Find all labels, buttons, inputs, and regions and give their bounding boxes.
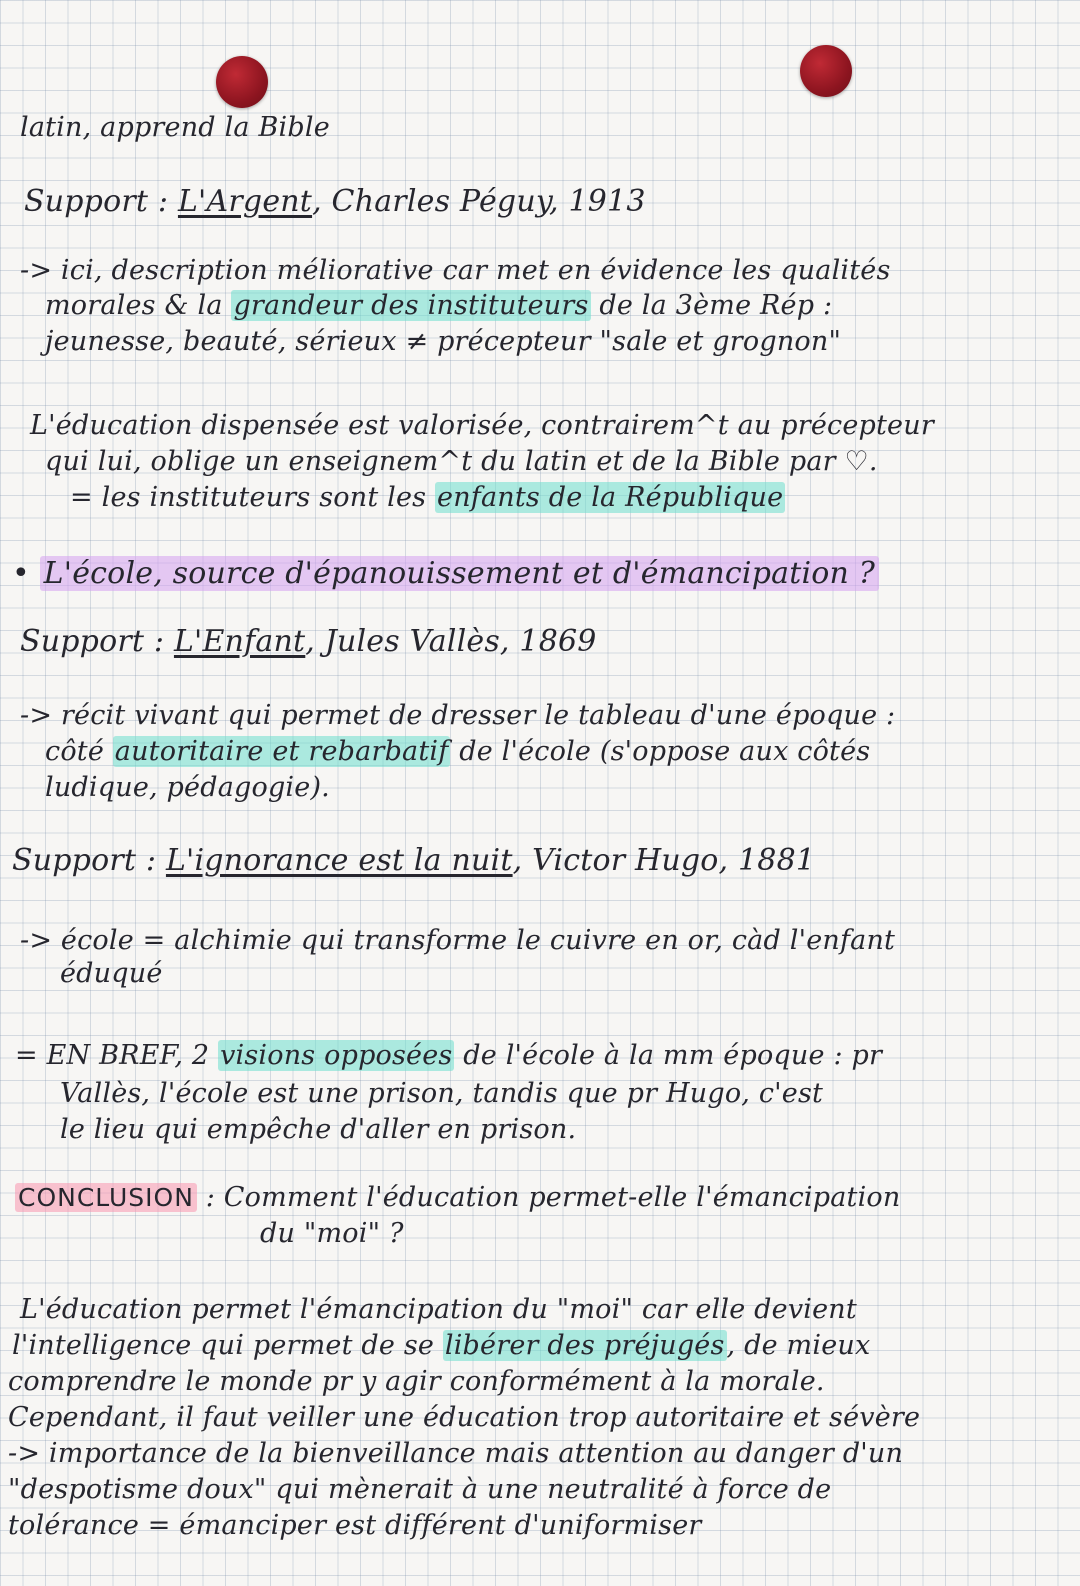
text-line: -> importance de la bienveillance mais attention au danger d'un: [8, 1438, 904, 1469]
text-line: [12, 1330, 870, 1362]
text-fragment: l'intelligence qui permet de se: [12, 1330, 443, 1361]
text-line: le lieu qui empêche d'aller en prison.: [60, 1114, 577, 1145]
highlight-teal: grandeur des instituteurs: [233, 290, 589, 321]
text-fragment: de la 3ème Rép :: [590, 290, 833, 321]
highlight-purple: L'école, source d'épanouissement et d'émancipation ?: [40, 556, 879, 591]
work-title: L'Argent: [177, 184, 313, 219]
section-heading: [12, 558, 879, 590]
text-fragment: = EN BREF, 2: [15, 1040, 219, 1071]
text-line: [45, 290, 832, 322]
conclusion-line: [15, 1182, 900, 1214]
work-author: , Charles Péguy, 1913: [312, 184, 646, 219]
highlight-pink: CONCLUSION: [15, 1183, 197, 1212]
text-line: ludique, pédagogie).: [45, 772, 330, 803]
text-line: L'éducation dispensée est valorisée, contrairem^t au précepteur: [30, 410, 934, 441]
text-line: latin, apprend la Bible: [20, 112, 330, 143]
text-line: [15, 1040, 882, 1072]
text-fragment: : Comment l'éducation permet-elle l'émancipation: [196, 1182, 901, 1213]
text-line: -> ici, description méliorative car met en évidence les qualités: [20, 255, 891, 286]
text-line: tolérance = émanciper est différent d'uniformiser: [8, 1510, 702, 1541]
text-line: du "moi" ?: [260, 1218, 404, 1249]
binder-hole-left: [216, 56, 268, 108]
highlight-teal: visions opposées: [220, 1040, 453, 1071]
text-fragment: = les instituteurs sont les: [70, 482, 436, 513]
text-line: -> école = alchimie qui transforme le cuivre en or, càd l'enfant: [20, 925, 896, 956]
text-fragment: de l'école à la mm époque : pr: [454, 1040, 883, 1071]
text-line: [45, 736, 870, 768]
text-line: -> récit vivant qui permet de dresser le tableau d'une époque :: [20, 700, 896, 731]
text-line: Cependant, il faut veiller une éducation trop autoritaire et sévère: [8, 1402, 921, 1433]
work-title: L'Enfant: [173, 624, 306, 659]
text-line: [70, 482, 785, 514]
support-line-argent: [24, 186, 646, 218]
support-line-hugo: [12, 845, 815, 877]
highlight-teal: enfants de la République: [437, 482, 784, 513]
text-line: "despotisme doux" qui mènerait à une neutralité à force de: [8, 1474, 832, 1505]
support-line-enfant: [20, 626, 597, 658]
text-line: jeunesse, beauté, sérieux ≠ précepteur "sale et grognon": [45, 326, 842, 357]
text-line: comprendre le monde pr y agir conformément à la morale.: [8, 1366, 825, 1397]
support-label: Support :: [12, 843, 157, 878]
text-fragment: de l'école (s'oppose aux côtés: [450, 736, 871, 767]
highlight-teal: libérer des préjugés: [444, 1330, 725, 1361]
bullet-dot: •: [12, 556, 30, 591]
work-author: , Jules Vallès, 1869: [305, 624, 597, 659]
support-label: Support :: [24, 184, 169, 219]
text-line: Vallès, l'école est une prison, tandis que pr Hugo, c'est: [60, 1078, 824, 1109]
text-fragment: côté: [45, 736, 113, 767]
work-title: L'ignorance est la nuit: [165, 843, 513, 878]
text-line: éduqué: [60, 958, 163, 989]
support-label: Support :: [20, 624, 165, 659]
text-fragment: , de mieux: [726, 1330, 871, 1361]
work-author: , Victor Hugo, 1881: [512, 843, 816, 878]
text-line: qui lui, oblige un enseignem^t du latin et de la Bible par ♡.: [45, 446, 878, 477]
text-line: L'éducation permet l'émancipation du "moi" car elle devient: [20, 1294, 857, 1325]
highlight-teal: autoritaire et rebarbatif: [114, 736, 449, 767]
text-fragment: morales & la: [45, 290, 232, 321]
binder-hole-right: [800, 45, 852, 97]
